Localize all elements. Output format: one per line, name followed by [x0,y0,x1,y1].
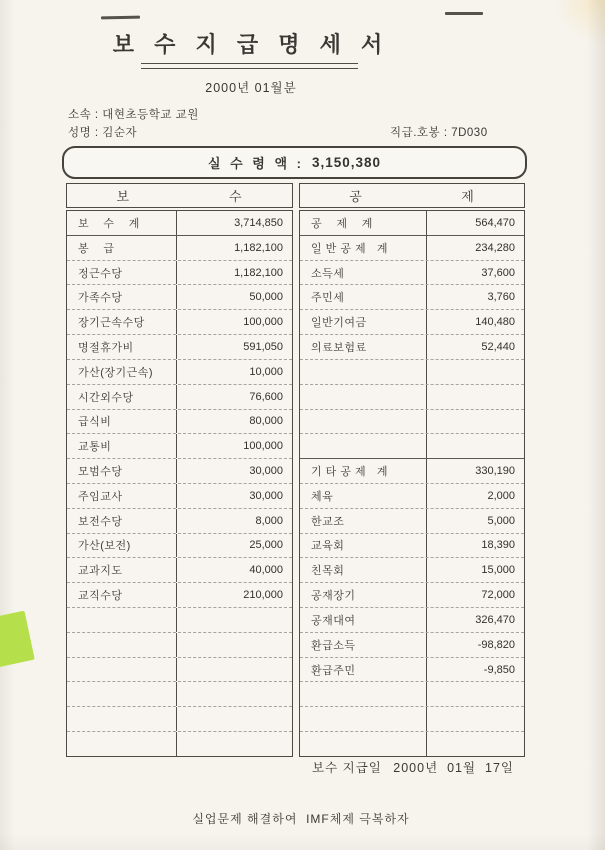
table-row [300,509,524,534]
deduction-header-char: 제 [461,189,475,204]
pay-date-value: 2000년 01월 17일 [393,761,514,775]
table-row [300,707,524,732]
page-title: 보 수 지 급 명 세 서 [112,32,390,57]
net-pay-amount: 3,150,380 [311,155,382,170]
row-label: 보전수당 [78,515,123,528]
row-label: 주임교사 [78,490,123,503]
row-value: -9,850 [426,658,524,682]
row-value [426,360,524,384]
deduction-table-header [299,183,525,208]
row-label: 공재장기 [311,590,356,603]
row-label: 체육 [311,490,334,503]
table-row [67,583,292,608]
table-row [300,261,524,286]
row-label: 가산(장기근속) [78,366,154,379]
deduction-header-char: 공 [349,189,363,204]
deduction-table [299,210,525,757]
row-label: 의료보험료 [311,341,367,354]
row-value: 140,480 [426,310,524,334]
sticky-note [0,611,35,668]
pay-date-label: 보수 지급일 [312,761,382,775]
pay-header-char: 수 [228,189,243,204]
row-label: 보 수 계 [78,217,140,230]
row-label: 교통비 [78,441,112,454]
table-row [300,558,524,583]
net-pay-box [62,146,527,179]
table-row [300,410,524,435]
row-value: 25,000 [176,534,292,558]
footer-slogan: 실업문제 해결하여 IMF체제 극복하자 [192,812,410,826]
row-value: 564,470 [426,211,524,235]
table-row [67,434,292,459]
row-value: 591,050 [176,335,292,359]
registration-dash-right [445,12,483,15]
table-row [300,310,524,335]
table-row [300,534,524,559]
row-value: 15,000 [426,558,524,582]
row-label: 가족수당 [78,292,123,305]
table-row [67,682,292,707]
row-value: 50,000 [176,285,292,309]
row-value: 52,440 [426,335,524,359]
row-value: 3,714,850 [176,211,292,235]
row-label: 환급소득 [311,639,356,652]
table-row [67,658,292,683]
row-value [426,434,524,458]
row-label: 기 타 공 제 계 [311,466,388,479]
row-value [176,608,292,632]
row-value: 30,000 [176,459,292,483]
table-row [67,732,292,756]
table-row [300,459,524,484]
table-row [67,633,292,658]
row-label: 공재대여 [311,614,356,627]
row-label: 장기근속수당 [78,317,145,330]
table-row [300,335,524,360]
table-row [300,658,524,683]
row-value: 330,190 [426,459,524,483]
row-value [426,682,524,706]
row-value: 3,760 [426,285,524,309]
row-value [426,707,524,731]
row-label [67,633,176,657]
row-value: 10,000 [176,360,292,384]
row-label: 주민세 [311,292,345,305]
row-label: 일 반 공 제 계 [311,242,388,255]
table-row [300,385,524,410]
table-row [67,211,292,236]
table-row [67,410,292,435]
name-line: 성명 : 김순자 [68,127,138,139]
table-row [67,459,292,484]
table-row [300,633,524,658]
table-row [67,261,292,286]
statement-period: 2000년 01월분 [205,81,297,95]
row-value: 5,000 [426,509,524,533]
row-value: 210,000 [176,583,292,607]
row-value [426,385,524,409]
table-row [67,608,292,633]
table-row [67,335,292,360]
row-value: 100,000 [176,310,292,334]
row-label: 환급주민 [311,664,356,677]
table-row [67,509,292,534]
row-value: 80,000 [176,410,292,434]
row-label: 봉 급 [78,242,115,255]
table-row [300,236,524,261]
row-value: 1,182,100 [176,261,292,285]
table-row [300,732,524,756]
row-value: 8,000 [176,509,292,533]
row-label [67,707,176,731]
table-row [300,682,524,707]
row-label [300,682,426,706]
row-value: 37,600 [426,261,524,285]
row-value [176,682,292,706]
rank-grade-line: 직급.호봉 : 7D030 [390,127,488,139]
pay-table [66,210,293,757]
row-label: 일반기여금 [311,317,367,330]
row-label [300,707,426,731]
row-value: 30,000 [176,484,292,508]
row-value: 234,280 [426,236,524,260]
pay-header-char: 보 [116,189,131,204]
row-label: 가산(보전) [78,540,131,553]
row-label: 교직수당 [78,590,123,603]
row-label: 모범수당 [78,466,123,479]
row-label [67,608,176,632]
row-value [176,658,292,682]
row-label: 소득세 [311,267,345,280]
table-row [67,285,292,310]
table-row [67,310,292,335]
row-label: 급식비 [78,416,112,429]
table-row [67,360,292,385]
table-row [67,385,292,410]
table-row [67,707,292,732]
table-row [300,484,524,509]
row-value: 1,182,100 [176,236,292,260]
table-row [300,583,524,608]
row-value [176,707,292,731]
row-label: 친목회 [311,565,345,578]
table-row [300,434,524,459]
table-row [300,360,524,385]
row-label [300,360,426,384]
row-value: 40,000 [176,558,292,582]
table-row [300,608,524,633]
title-underline [141,63,358,69]
table-row [67,534,292,559]
row-label: 명절휴가비 [78,341,134,354]
table-row [300,285,524,310]
row-label: 공 제 계 [311,217,373,230]
row-label [300,410,426,434]
row-label [67,732,176,756]
row-value: 18,390 [426,534,524,558]
row-label: 한교조 [311,515,345,528]
table-row [67,484,292,509]
table-row [67,558,292,583]
row-value [176,732,292,756]
table-row [67,236,292,261]
table-row [300,211,524,236]
row-label [300,434,426,458]
affiliation-line: 소속 : 대현초등학교 교원 [68,109,199,121]
row-label: 교육회 [311,540,345,553]
row-value: 100,000 [176,434,292,458]
row-value: 326,470 [426,608,524,632]
row-value [176,633,292,657]
net-pay-label: 실 수 령 액 : [207,156,304,171]
row-label: 시간외수당 [78,391,134,404]
row-value: -98,820 [426,633,524,657]
row-value: 2,000 [426,484,524,508]
row-label [67,682,176,706]
row-value: 72,000 [426,583,524,607]
row-label [300,385,426,409]
row-label: 교과지도 [78,565,123,578]
row-label [300,732,426,756]
row-label [67,658,176,682]
registration-dash-left [101,16,140,20]
row-value [426,732,524,756]
row-value: 76,600 [176,385,292,409]
row-value [426,410,524,434]
pay-date-line [312,758,514,776]
row-label: 정근수당 [78,267,123,280]
pay-table-header [66,183,293,208]
